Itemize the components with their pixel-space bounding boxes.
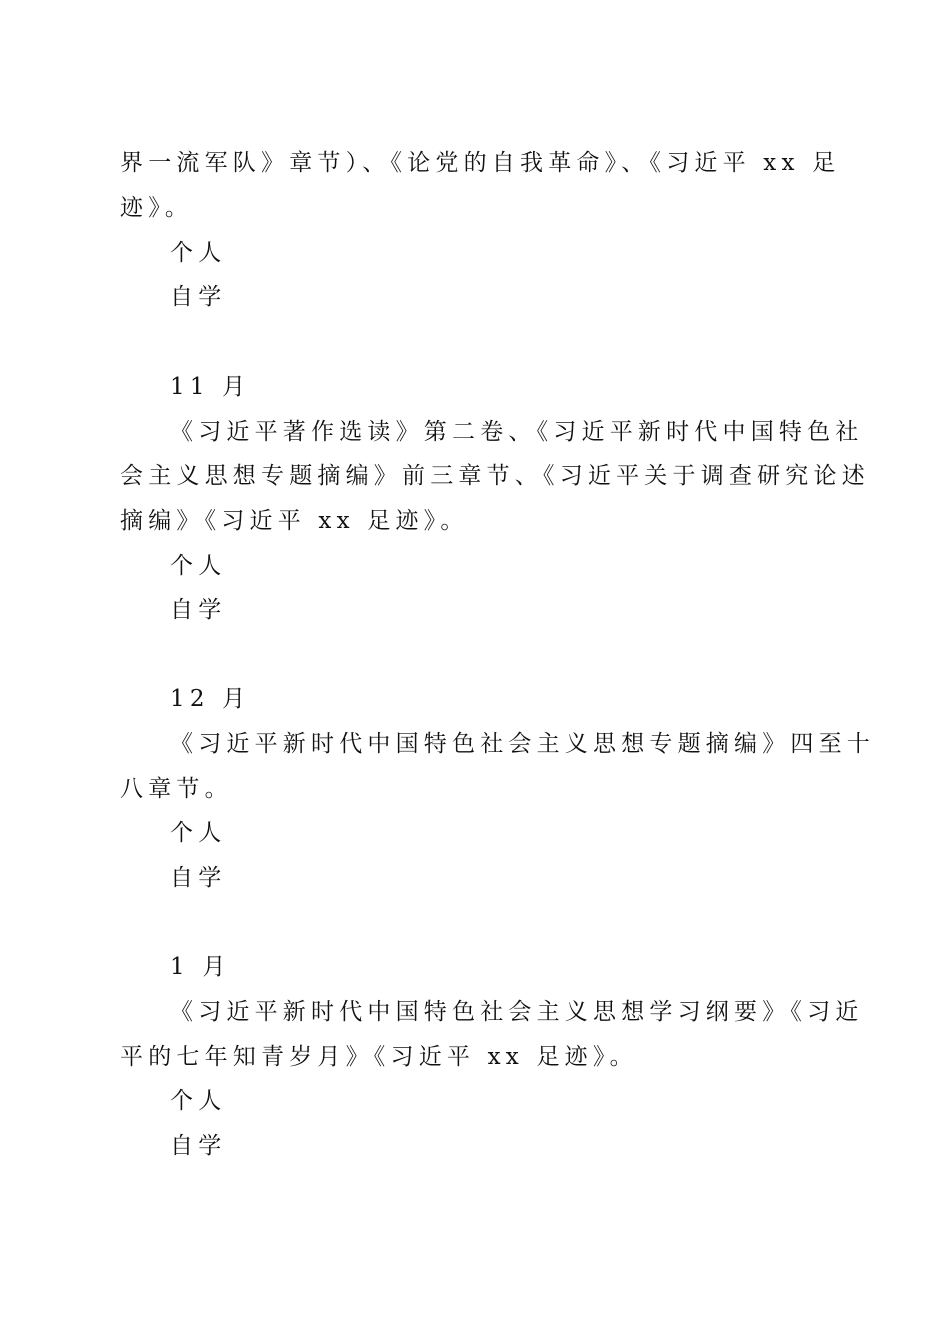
- continuation-text-line-1: 界一流军队》章节）、《论党的自我革命》、《习近平 xx 足: [120, 150, 841, 176]
- january-study-method: 自学: [170, 1133, 227, 1159]
- month-heading-november: 11 月: [170, 374, 251, 400]
- november-study-method: 自学: [170, 597, 227, 623]
- november-content-line-3: 摘编》《习近平 xx 足迹》。: [120, 508, 469, 534]
- december-study-form: 个人: [170, 820, 227, 846]
- january-content-line-2: 平的七年知青岁月》《习近平 xx 足迹》。: [120, 1044, 638, 1070]
- november-study-form: 个人: [170, 553, 227, 579]
- december-content-line-1: 《习近平新时代中国特色社会主义思想专题摘编》四至十: [170, 731, 875, 757]
- january-study-form: 个人: [170, 1088, 227, 1114]
- month-heading-december: 12 月: [170, 686, 251, 712]
- continuation-text-line-2: 迹》。: [120, 195, 194, 221]
- december-content-line-2: 八章节。: [120, 776, 233, 802]
- continuation-study-form: 个人: [170, 240, 227, 266]
- november-content-line-1: 《习近平著作选读》第二卷、《习近平新时代中国特色社: [170, 419, 864, 445]
- month-heading-january: 1 月: [170, 954, 231, 980]
- december-study-method: 自学: [170, 865, 227, 891]
- january-content-line-1: 《习近平新时代中国特色社会主义思想学习纲要》《习近: [170, 999, 864, 1025]
- november-content-line-2: 会主义思想专题摘编》前三章节、《习近平关于调查研究论述: [120, 463, 870, 489]
- continuation-study-method: 自学: [170, 284, 227, 310]
